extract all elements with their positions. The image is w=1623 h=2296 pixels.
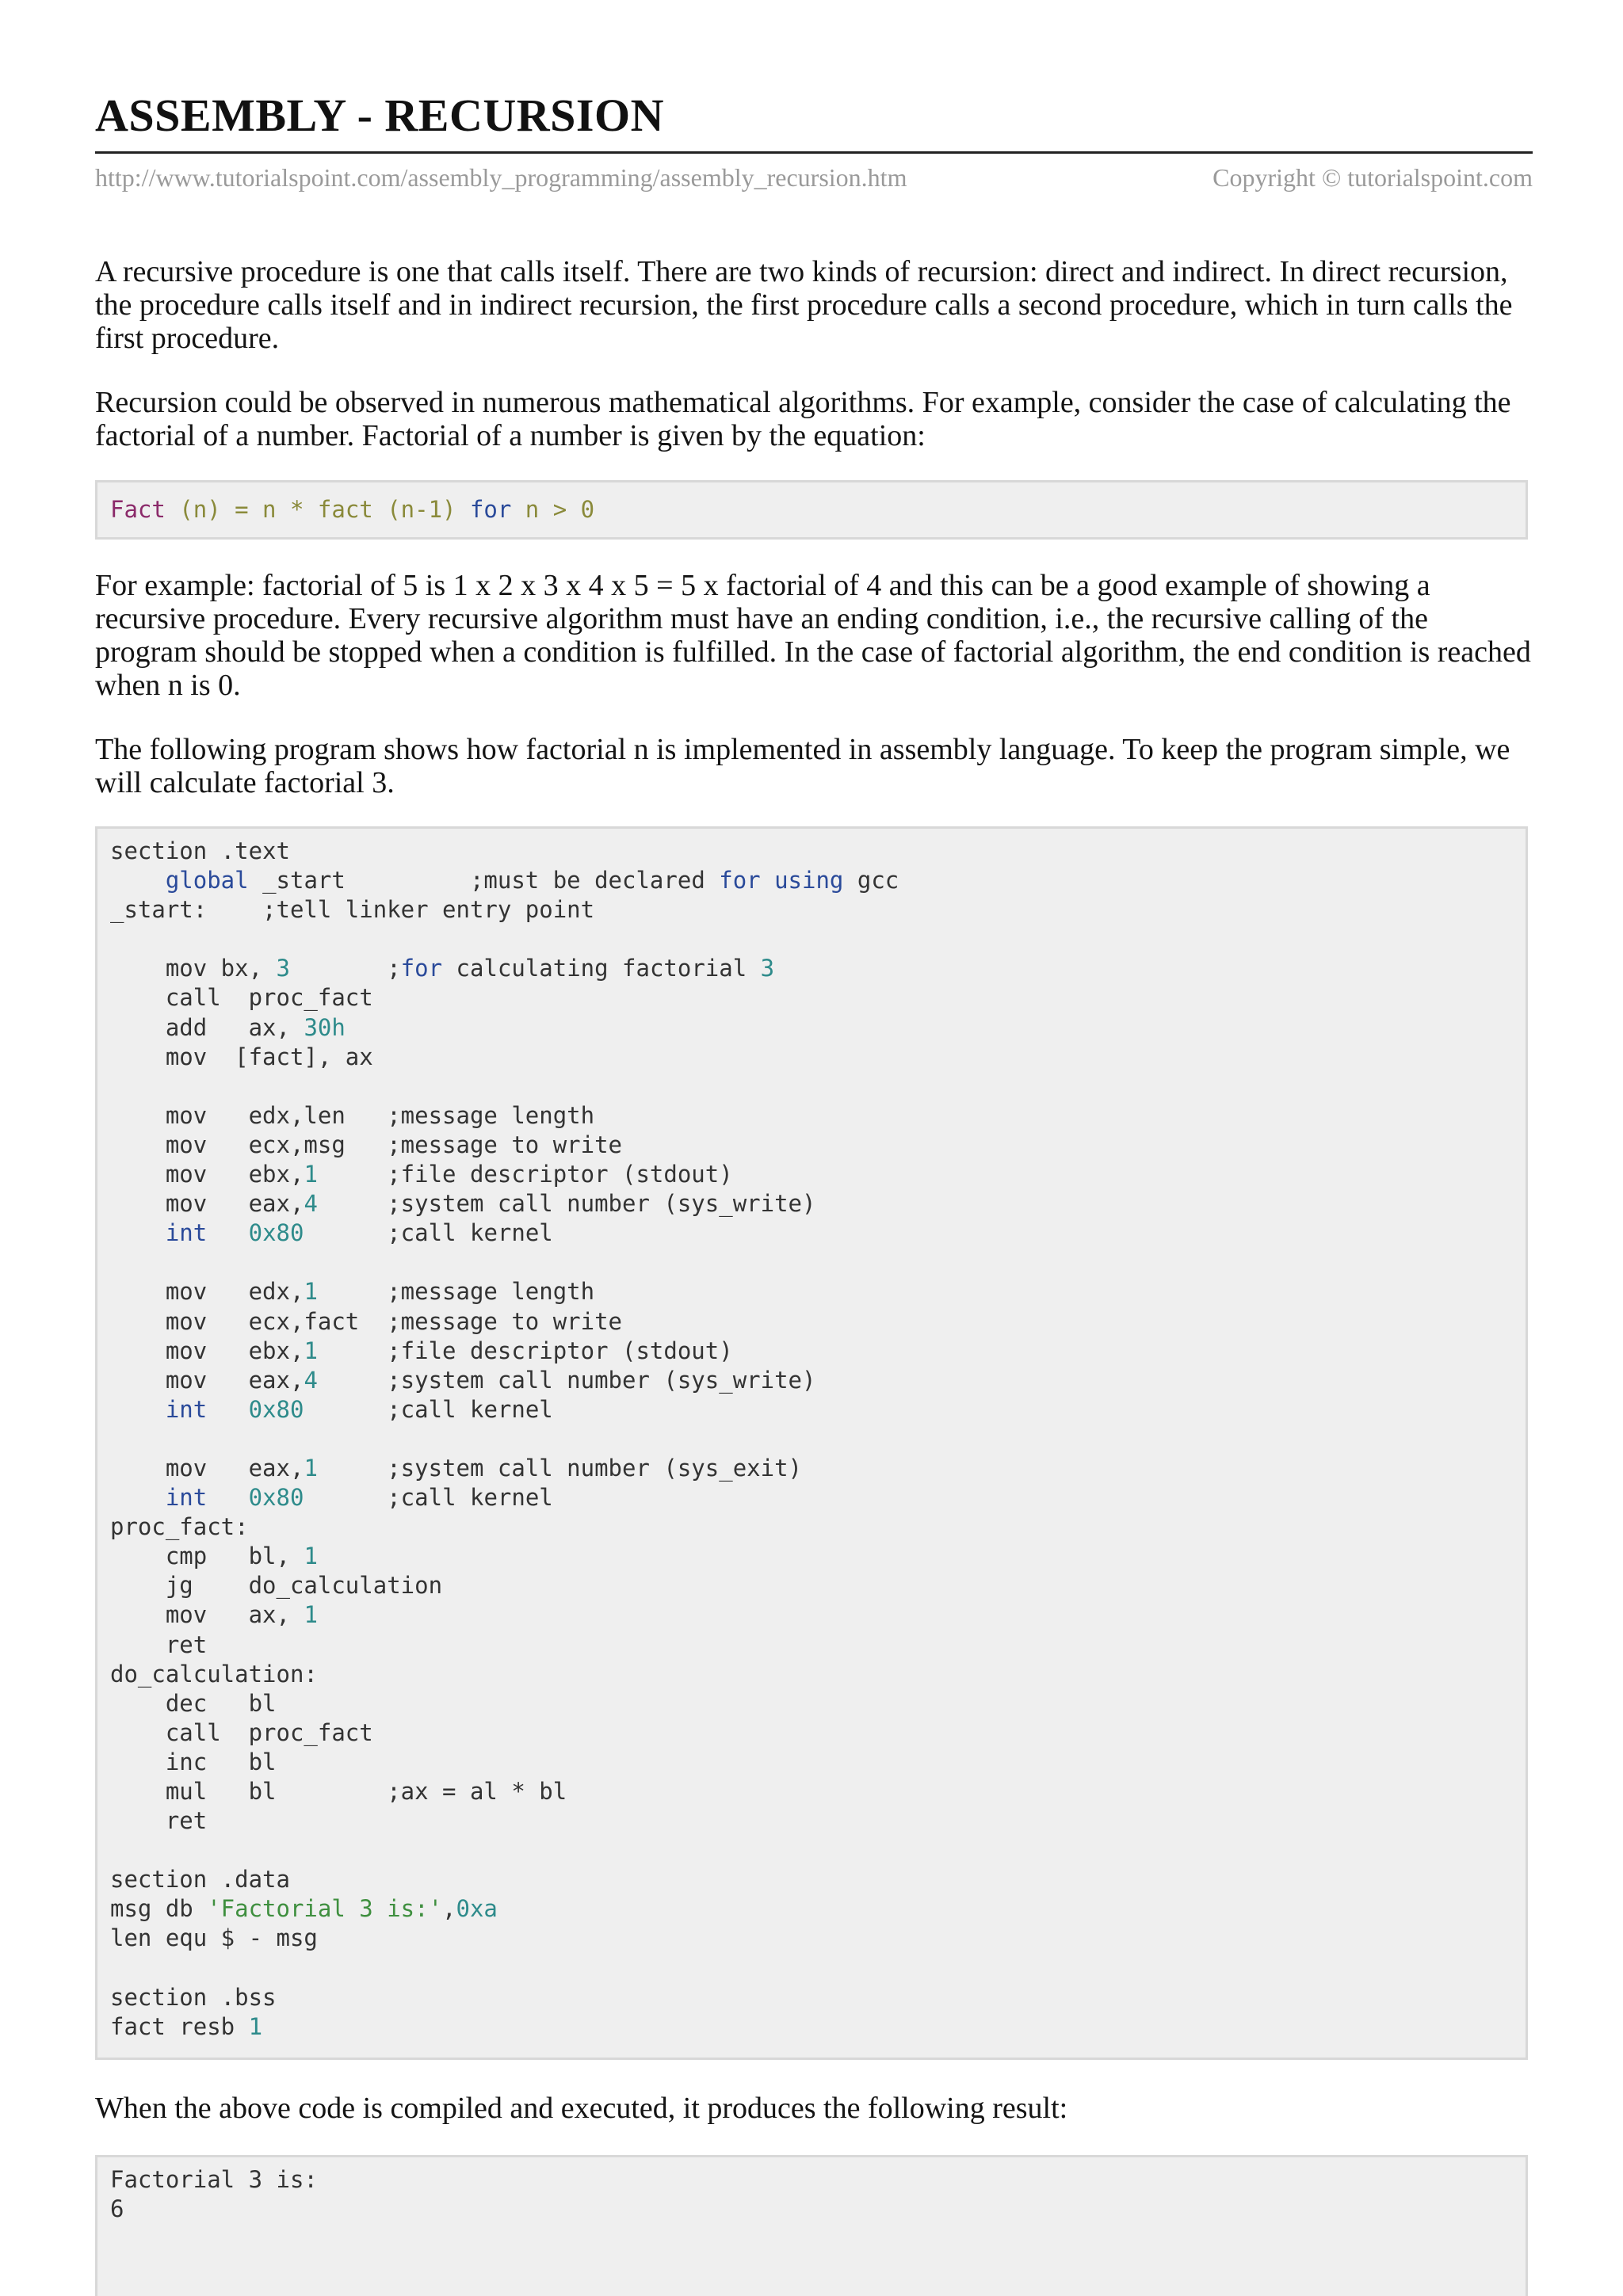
code-token: 1 xyxy=(304,1278,318,1306)
code-token: int xyxy=(165,1395,208,1423)
code-token: 0x80 xyxy=(248,1484,304,1512)
code-token: 'Factorial 3 is:' xyxy=(207,1895,443,1923)
code-token xyxy=(110,1396,166,1423)
code-token xyxy=(207,1219,248,1246)
code-token: mov ecx,msg ;message to write xyxy=(110,1131,623,1158)
source-url-link[interactable]: http://www.tutorialspoint.com/assembly_programming/assembly_recursion.htm xyxy=(95,163,907,192)
code-token: dec bl xyxy=(110,1689,277,1717)
code-token: gcc xyxy=(843,867,899,894)
code-token xyxy=(207,1396,248,1423)
code-token xyxy=(110,1219,166,1246)
code-token: section .bss xyxy=(110,1983,277,2011)
code-token: ;system call number (sys_exit) xyxy=(317,1454,802,1482)
code-token: jg do_calculation xyxy=(110,1572,443,1600)
code-token: section .data xyxy=(110,1866,290,1894)
eq-fact-token: Fact xyxy=(110,496,166,523)
code-token: 0x80 xyxy=(248,1395,304,1423)
code-token: call proc_fact xyxy=(110,1718,373,1746)
code-line: section .text xyxy=(110,837,290,864)
result-intro-paragraph: When the above code is compiled and executed, it produces the following result: xyxy=(95,2092,1068,2125)
code-token: ;file descriptor (stdout) xyxy=(317,1161,733,1188)
program-code xyxy=(110,837,1513,2042)
code-token: 3 xyxy=(760,955,775,982)
code-token: add ax, xyxy=(110,1013,304,1041)
code-token: mov ax, xyxy=(110,1601,304,1629)
code-token: using xyxy=(774,867,844,894)
code-token: len equ $ - msg xyxy=(110,1924,318,1952)
page-title: ASSEMBLY - RECURSION xyxy=(95,90,664,141)
output-box xyxy=(95,2155,1528,2296)
eq-expression: (n) = n * fact (n-1) xyxy=(165,496,470,523)
code-token: mov bx, xyxy=(110,955,277,982)
code-token: 30h xyxy=(304,1013,346,1041)
code-token: 0x80 xyxy=(248,1219,304,1247)
intro-paragraph: A recursive procedure is one that calls itself. There are two kinds of recursion: direct and indirect. In direct recursion, the procedure calls itself and in indirect recursion, the first procedure calls a second procedure, which in turn calls the first procedure. xyxy=(95,255,1513,355)
code-token: 1 xyxy=(248,2012,263,2040)
program-output xyxy=(110,2165,1513,2224)
code-token: global xyxy=(165,867,249,894)
code-token: mov eax, xyxy=(110,1454,304,1482)
copyright-notice: Copyright © tutorialspoint.com xyxy=(1212,163,1533,192)
code-token: do_calculation: xyxy=(110,1660,318,1688)
eq-for-keyword: for xyxy=(469,496,512,523)
code-token: calculating factorial xyxy=(442,955,761,982)
code-token xyxy=(110,1484,166,1511)
code-token: for xyxy=(719,867,761,894)
code-token: for xyxy=(400,955,443,982)
example-paragraph: For example: factorial of 5 is 1 x 2 x 3 x 4 x 5 = 5 x factorial of 4 and this can be a good example of showing a recursive procedure. Every recursive algorithm must have an ending condition, i.e., the recursive calling of the program should be stopped when a condition is fulfilled. In the case of factorial algorithm, the end condition is reached when n is 0. xyxy=(95,569,1531,702)
code-token: mov edx, xyxy=(110,1278,304,1306)
code-token: ; xyxy=(289,955,401,982)
code-token: ;call kernel xyxy=(304,1219,553,1247)
code-token: mov ebx, xyxy=(110,1337,304,1364)
code-token: mov [fact], ax xyxy=(110,1043,373,1070)
code-token: ret xyxy=(110,1630,208,1658)
code-token: 1 xyxy=(304,1161,318,1188)
code-token: 3 xyxy=(276,955,290,982)
code-token: ;system call number (sys_write) xyxy=(317,1366,816,1394)
code-token: proc_fact: xyxy=(110,1513,249,1541)
code-token: mul bl ;ax = al * bl xyxy=(110,1778,567,1805)
code-token: mov edx,len ;message length xyxy=(110,1101,595,1129)
code-token: mov ebx, xyxy=(110,1161,304,1188)
code-token: mov eax, xyxy=(110,1366,304,1394)
equation-box xyxy=(95,480,1528,540)
code-token: ;file descriptor (stdout) xyxy=(317,1337,733,1364)
code-token: mov eax, xyxy=(110,1190,304,1218)
code-token: ret xyxy=(110,1807,208,1835)
code-token: inc bl xyxy=(110,1748,277,1775)
code-token: _start: ;tell linker entry point xyxy=(110,896,595,924)
code-token: _start ;must be declared xyxy=(248,867,720,894)
output-line: 6 xyxy=(110,2195,124,2223)
program-intro-paragraph: The following program shows how factorial n is implemented in assembly language. To keep the program simple, we will calculate factorial 3. xyxy=(95,733,1510,799)
code-token: msg db xyxy=(110,1895,208,1923)
eq-condition: n > 0 xyxy=(511,496,595,523)
equation-code xyxy=(110,495,1513,524)
title-divider xyxy=(95,151,1533,154)
code-token xyxy=(110,867,166,894)
code-token: int xyxy=(165,1484,208,1512)
code-token: 1 xyxy=(304,1454,318,1482)
code-token: ;call kernel xyxy=(304,1484,553,1512)
code-token: 1 xyxy=(304,1543,318,1570)
program-code-box xyxy=(95,826,1528,2060)
code-token: 4 xyxy=(304,1190,318,1218)
code-token: ;call kernel xyxy=(304,1395,553,1423)
code-token xyxy=(207,1484,248,1511)
code-token: 0xa xyxy=(456,1895,498,1923)
code-token: cmp bl, xyxy=(110,1543,304,1570)
code-token xyxy=(761,867,774,894)
output-line: Factorial 3 is: xyxy=(110,2166,318,2193)
code-token: call proc_fact xyxy=(110,984,373,1012)
code-token: 1 xyxy=(304,1337,318,1364)
code-token: 1 xyxy=(304,1601,318,1629)
code-token: ;system call number (sys_write) xyxy=(317,1190,816,1218)
code-token: 4 xyxy=(304,1366,318,1394)
code-token: ;message length xyxy=(317,1278,595,1306)
recursion-paragraph: Recursion could be observed in numerous mathematical algorithms. For example, consider the case of calculating the factorial of a number. Factorial of a number is given by the equation: xyxy=(95,386,1511,452)
code-token: mov ecx,fact ;message to write xyxy=(110,1307,623,1335)
code-token: int xyxy=(165,1219,208,1247)
code-token: , xyxy=(442,1895,456,1923)
code-token: fact resb xyxy=(110,2012,249,2040)
